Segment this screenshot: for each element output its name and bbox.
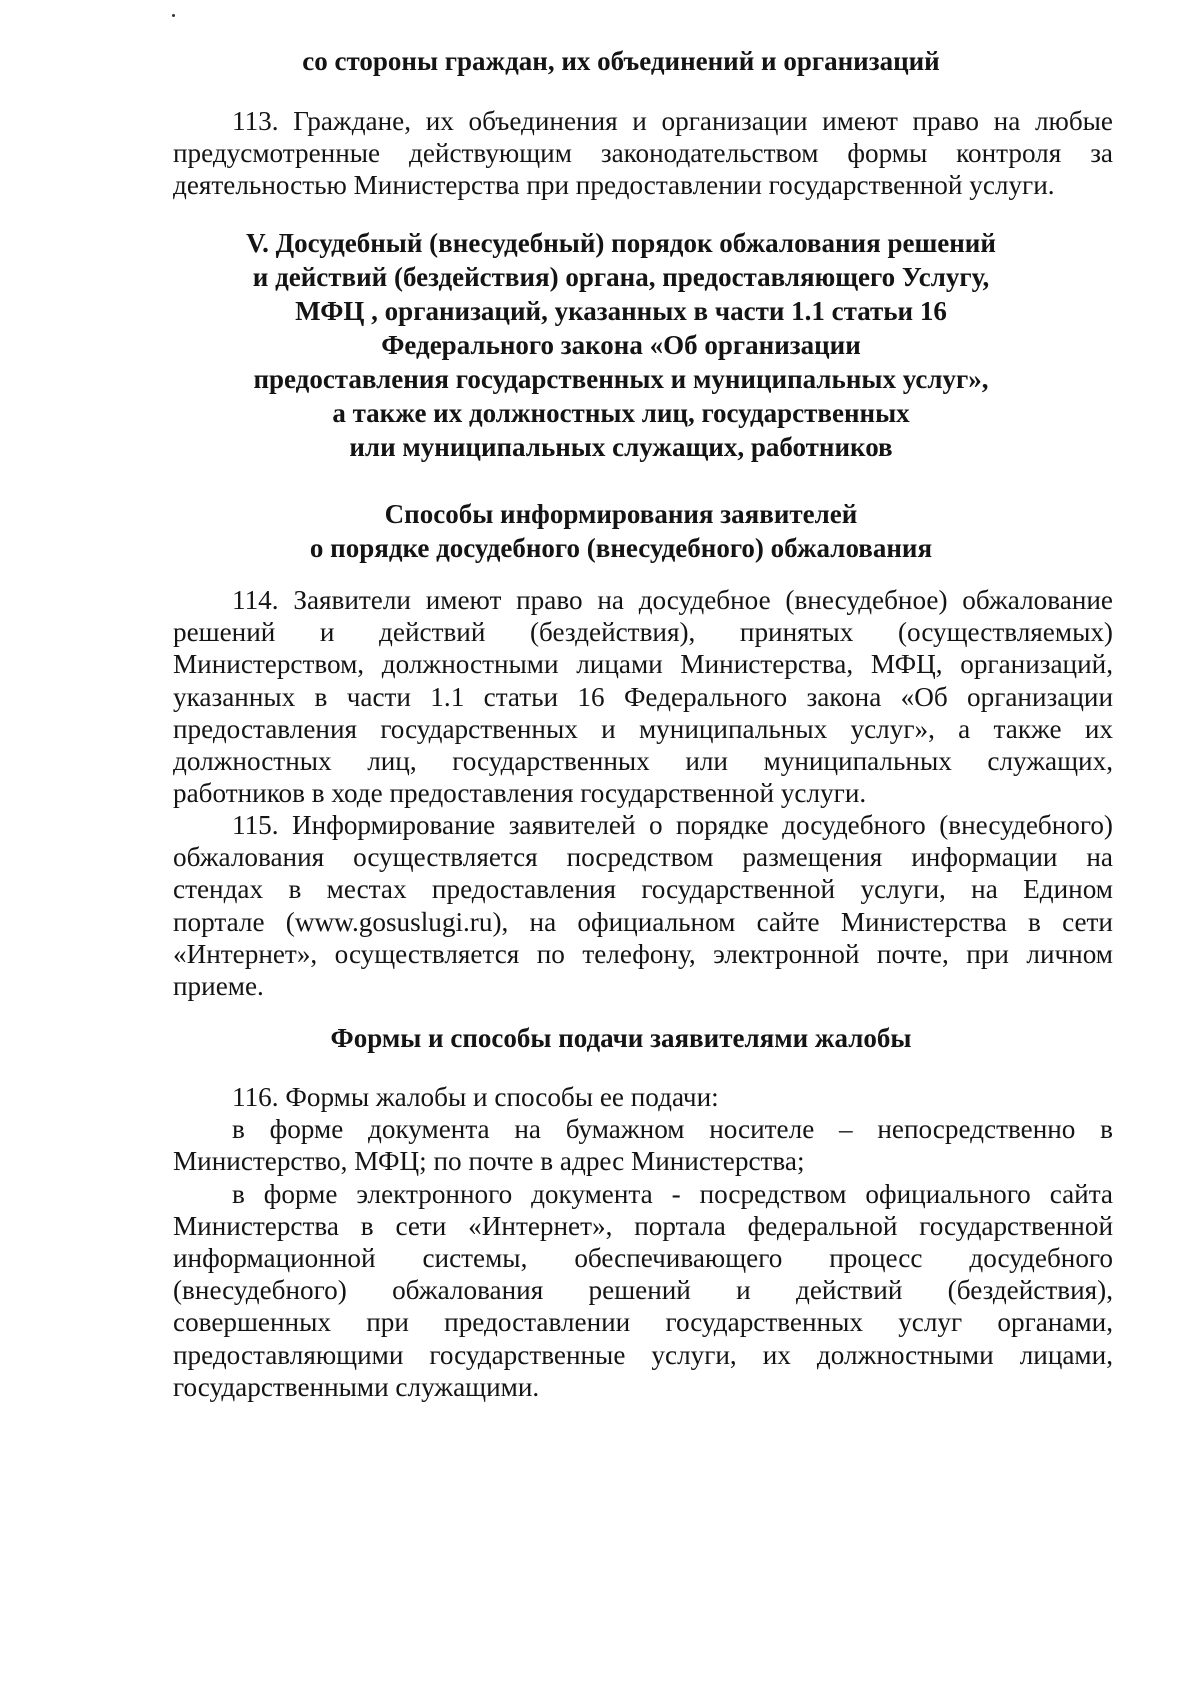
heading-line: V. Досудебный (внесудебный) порядок обжалования решений xyxy=(246,228,996,258)
paragraph-line: Министерством, должностными лицами Министерства, МФЦ, организаций, xyxy=(173,649,1113,680)
informing-heading xyxy=(160,497,1082,565)
paragraph-line: портале (www.gosuslugi.ru), на официальном сайте Министерства в сети xyxy=(173,906,1113,937)
paragraph-line: 116. Формы жалобы и способы ее подачи: xyxy=(232,1082,719,1112)
paragraph-113 xyxy=(173,105,1113,202)
heading-line: и действий (бездействия) органа, предоставляющего Услугу, xyxy=(252,262,990,292)
heading-line: или муниципальных служащих, работников xyxy=(349,432,893,462)
paragraph-line: 115. Информирование заявителей о порядке досудебного (внесудебного) xyxy=(232,810,1113,840)
heading-line: предоставления государственных и муниципальных услуг», xyxy=(253,364,989,394)
paragraph-line: деятельностью Министерства при предоставлении государственной услуги. xyxy=(173,170,1055,201)
paragraph-115 xyxy=(173,809,1113,1002)
heading-line: о порядке досудебного (внесудебного) обжалования xyxy=(309,533,933,563)
paragraph-114 xyxy=(173,584,1113,809)
paragraph-line: информационной системы, обеспечивающего процесс досудебного xyxy=(173,1243,1113,1274)
paragraph-116 xyxy=(173,1081,1113,1403)
paragraph-line: обжалования осуществляется посредством размещения информации на xyxy=(173,842,1113,873)
paragraph-line: решений и действий (бездействия), принятых (осуществляемых) xyxy=(173,617,1113,648)
paragraph-line: (внесудебного) обжалования решений и действий (бездействия), xyxy=(173,1275,1113,1306)
paragraph-line: предоставления государственных и муниципальных услуг», а также их xyxy=(173,713,1113,744)
paragraph-line: должностных лиц, государственных или муниципальных служащих, xyxy=(173,746,1113,777)
paragraph-line: работников в ходе предоставления государственной услуги. xyxy=(173,778,867,809)
paragraph-line: 114. Заявители имеют право на досудебное (внесудебное) обжалование xyxy=(232,585,1113,615)
paragraph-line: совершенных при предоставлении государственных услуг органами, xyxy=(173,1307,1113,1338)
paragraph-line: в форме электронного документа - посредством официального сайта xyxy=(232,1178,1113,1209)
paragraph-line: указанных в части 1.1 статьи 16 Федерального закона «Об организации xyxy=(173,681,1113,712)
paragraph-line: предоставляющими государственные услуги, их должностными лицами, xyxy=(173,1339,1113,1370)
heading-line: Федерального закона «Об организации xyxy=(381,330,861,360)
paragraph-line: «Интернет», осуществляется по телефону, электронной почте, при личном xyxy=(173,938,1113,969)
continued-heading: со стороны граждан, их объединений и организаций xyxy=(302,46,940,76)
heading-line: МФЦ , организаций, указанных в части 1.1 статьи 16 xyxy=(295,296,947,326)
paragraph-line: 113. Граждане, их объединения и организации имеют право на любые xyxy=(232,106,1113,136)
paragraph-line: Министерство, МФЦ; по почте в адрес Министерства; xyxy=(173,1146,805,1177)
paragraph-line: в форме документа на бумажном носителе – непосредственно в xyxy=(232,1114,1113,1145)
section-5-heading xyxy=(160,226,1082,464)
heading-line: а также их должностных лиц, государственных xyxy=(332,398,910,428)
paragraph-line: государственными служащими. xyxy=(173,1371,540,1402)
paragraph-line: предусмотренные действующим законодательством формы контроля за xyxy=(173,138,1113,169)
scan-dot xyxy=(172,14,175,17)
paragraph-line: приеме. xyxy=(173,971,264,1002)
forms-heading: Формы и способы подачи заявителями жалобы xyxy=(330,1023,912,1053)
paragraph-line: стендах в местах предоставления государственной услуги, на Едином xyxy=(173,874,1113,905)
heading-line: Способы информирования заявителей xyxy=(384,499,858,529)
paragraph-line: Министерства в сети «Интернет», портала федеральной государственной xyxy=(173,1210,1113,1241)
